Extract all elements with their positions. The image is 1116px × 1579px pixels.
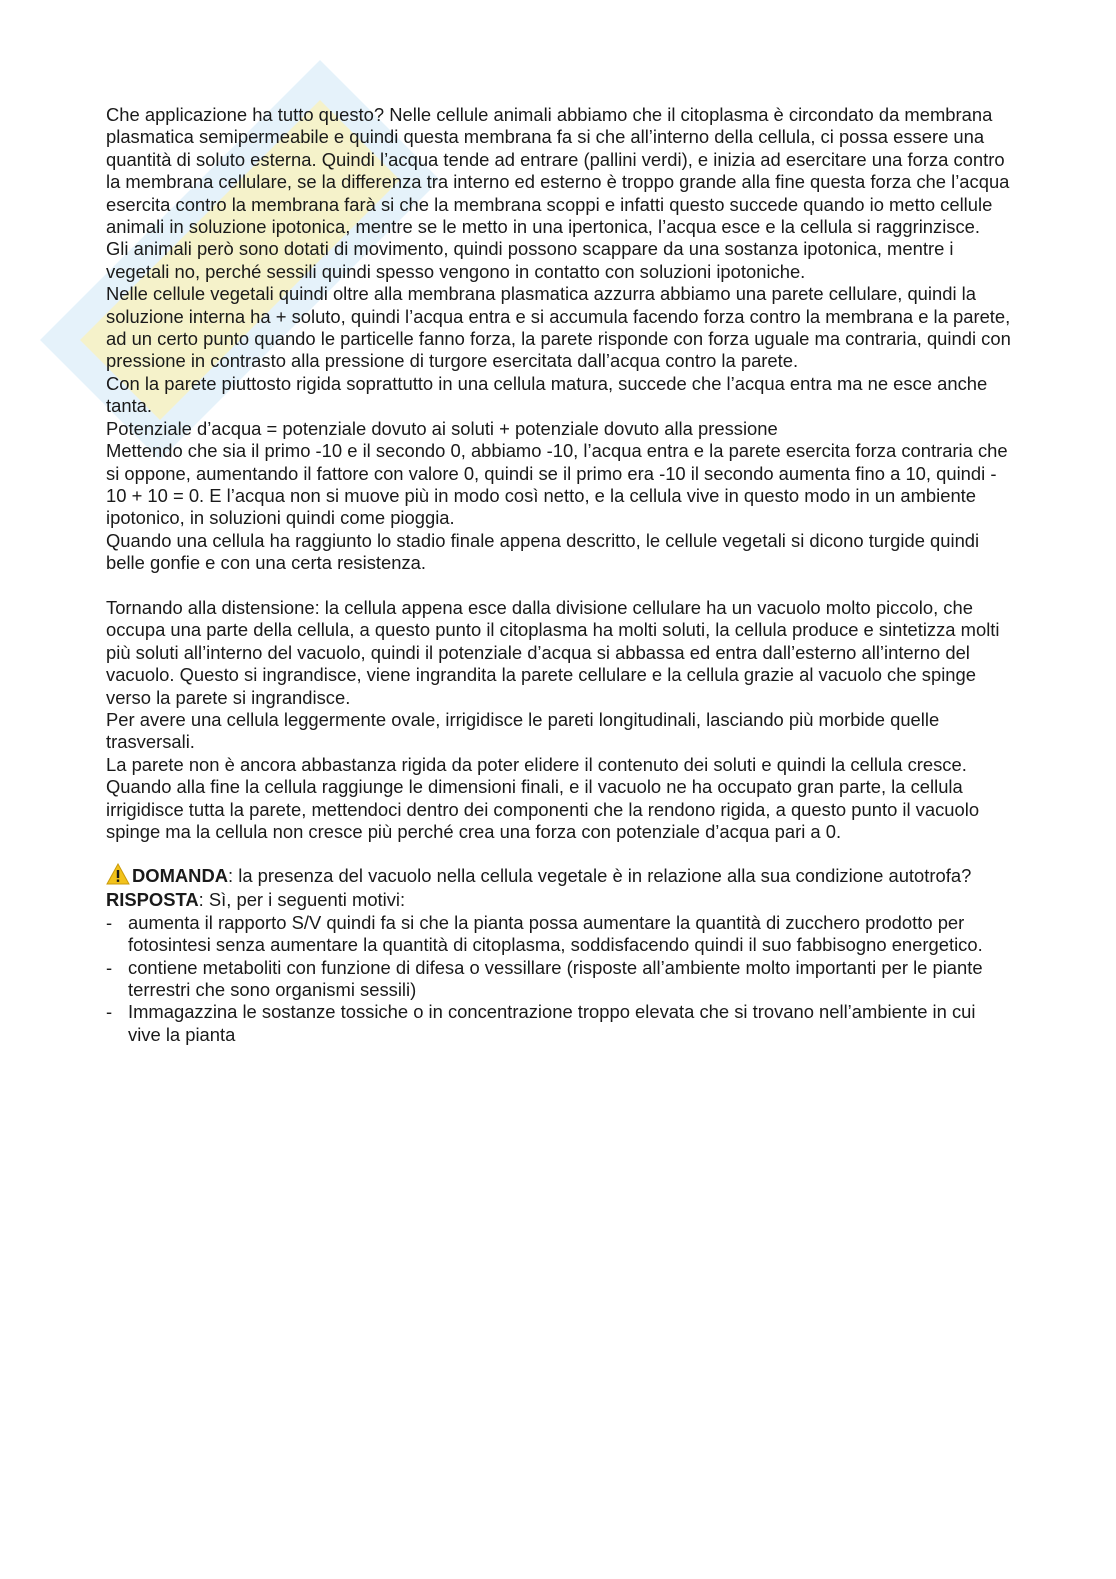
answer-list xyxy=(106,912,1011,1046)
spacer xyxy=(106,575,1011,597)
paragraph: Quando una cellula ha raggiunto lo stadio finale appena descritto, le cellule vegetali si dicono turgide quindi belle gonfie e con una certa resistenza. xyxy=(106,529,980,574)
paragraph: La parete non è ancora abbastanza rigida da poter elidere il contenuto dei soluti e quindi la cellula cresce. xyxy=(106,753,967,775)
section-osmosi xyxy=(106,104,1011,575)
answer-label: RISPOSTA xyxy=(106,889,199,911)
list-item-text: aumenta il rapporto S/V quindi fa si che la pianta possa aumentare la quantità di zucchero prodotto per fotosintesi senza aumentare la quantità di citoplasma, soddisfacendo quindi il suo fabbisogno energetico. xyxy=(128,911,983,956)
dash-bullet: - xyxy=(106,911,113,933)
question-label: DOMANDA xyxy=(132,865,229,887)
warning-icon xyxy=(106,863,130,885)
question-text: : la presenza del vacuolo nella cellula vegetale è in relazione alla sua condizione autotrofa? xyxy=(228,865,972,887)
paragraph: Per avere una cellula leggermente ovale, irrigidisce le pareti longitudinali, lasciando più morbide quelle trasversali. xyxy=(106,708,940,753)
section-distensione xyxy=(106,597,1011,843)
answer-text: : Sì, per i seguenti motivi: xyxy=(198,889,406,911)
paragraph: Gli animali però sono dotati di movimento, quindi possono scappare da una sostanza ipotonica, mentre i vegetali no, perché sessili quindi spesso vengono in contatto con soluzioni ipotoniche. xyxy=(106,238,954,282)
list-item xyxy=(106,1001,1011,1046)
question-block xyxy=(106,863,1011,889)
answer-block xyxy=(106,889,1011,911)
list-item xyxy=(106,957,1011,1002)
list-item-text: Immagazzina le sostanze tossiche o in concentrazione troppo elevata che si trovano nell’ambiente in cui vive la pianta xyxy=(128,1001,976,1045)
paragraph: Mettendo che sia il primo -10 e il secondo 0, abbiamo -10, l’acqua entra e la parete esercita forza contraria che si oppone, aumentando il fattore con valore 0, quindi se il primo era -10 il secondo aumenta fino a 10, quindi - 10 + 10 = 0. E l’acqua non si muove più in modo così netto, e la cellula vive in questo modo in un ambiente ipotonico, in soluzioni quindi come pioggia. xyxy=(106,440,1008,529)
list-item-text: contiene metaboliti con funzione di difesa o vessillare (risposte all’ambiente molto importanti per le piante terrestri che sono organismi sessili) xyxy=(128,956,983,1001)
spacer xyxy=(106,843,1011,863)
paragraph: Quando alla fine la cellula raggiunge le dimensioni finali, e il vacuolo ne ha occupato gran parte, la cellula irrigidisce tutta la parete, mettendoci dentro dei componenti che la rendono rigida, a questo punto il vacuolo spinge ma la cellula non cresce più perché crea una forza con potenziale d’acqua pari a 0. xyxy=(106,776,980,842)
paragraph: Nelle cellule vegetali quindi oltre alla membrana plasmatica azzurra abbiamo una parete cellulare, quindi la soluzione interna ha + soluto, quindi l’acqua entra e si accumula facendo forza contro la membrana e la parete, ad un certo punto quando le particelle fanno forza, la parete risponde con forza uguale ma contraria, quindi con pressione in contrasto alla pressione di turgore esercitata dall’acqua contro la parete. xyxy=(106,283,1011,372)
formula-line: Potenziale d’acqua = potenziale dovuto ai soluti + potenziale dovuto alla pressione xyxy=(106,417,778,439)
paragraph: Che applicazione ha tutto questo? Nelle cellule animali abbiamo che il citoplasma è circondato da membrana plasmatica semipermeabile e quindi questa membrana fa si che all’interno della cellula, ci possa essere una quantità di soluto esterna. Quindi l’acqua tende ad entrare (pallini verdi), e inizia ad esercitare una forza contro la membrana cellulare, se la differenza tra interno ed esterno è troppo grande alla fine questa forza che l’acqua esercita contro la membrana farà si che la membrana scoppi e infatti questo succede quando io metto cellule animali in soluzione ipotonica, mentre se le metto in una ipertonica, l’acqua esce e la cellula si raggrinzisce. xyxy=(106,104,1010,238)
dash-bullet: - xyxy=(106,1001,113,1023)
paragraph: Con la parete piuttosto rigida soprattutto in una cellula matura, succede che l’acqua entra ma ne esce anche tanta. xyxy=(106,372,988,417)
list-item xyxy=(106,912,1011,957)
document-body xyxy=(106,104,1011,1046)
dash-bullet: - xyxy=(106,956,113,978)
paragraph: Tornando alla distensione: la cellula appena esce dalla divisione cellulare ha un vacuolo molto piccolo, che occupa una parte della cellula, a questo punto il citoplasma ha molti soluti, la cellula produce e sintetizza molti più soluti all’interno del vacuolo, quindi il potenziale d’acqua si abbassa ed entra dall’esterno all’interno del vacuolo. Questo si ingrandisce, viene ingrandita la parete cellulare e la cellula grazie al vacuolo che spinge verso la parete si ingrandisce. xyxy=(106,596,1000,708)
